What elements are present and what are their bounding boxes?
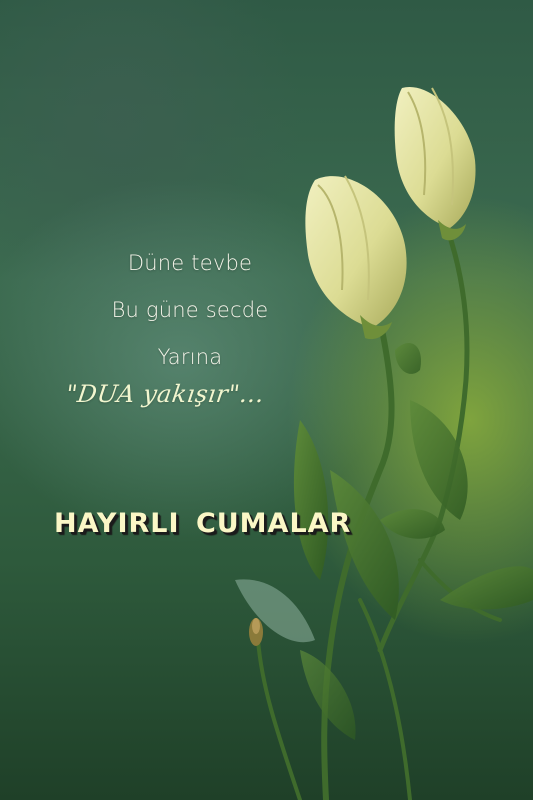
poem-text <box>60 240 320 381</box>
poem-line-1: Düne tevbe <box>127 251 253 275</box>
leaves <box>235 343 533 740</box>
poem-line-2: Bu güne secde <box>111 298 269 322</box>
poem-line-4: "DUA yakışır"... <box>64 380 267 408</box>
poem-line-3: Yarına <box>157 345 223 369</box>
greeting-title: HAYIRLI CUMALAR <box>54 508 352 539</box>
flower-bud-left <box>305 176 406 339</box>
small-bud <box>249 618 263 646</box>
flower-bud-right <box>395 87 476 240</box>
